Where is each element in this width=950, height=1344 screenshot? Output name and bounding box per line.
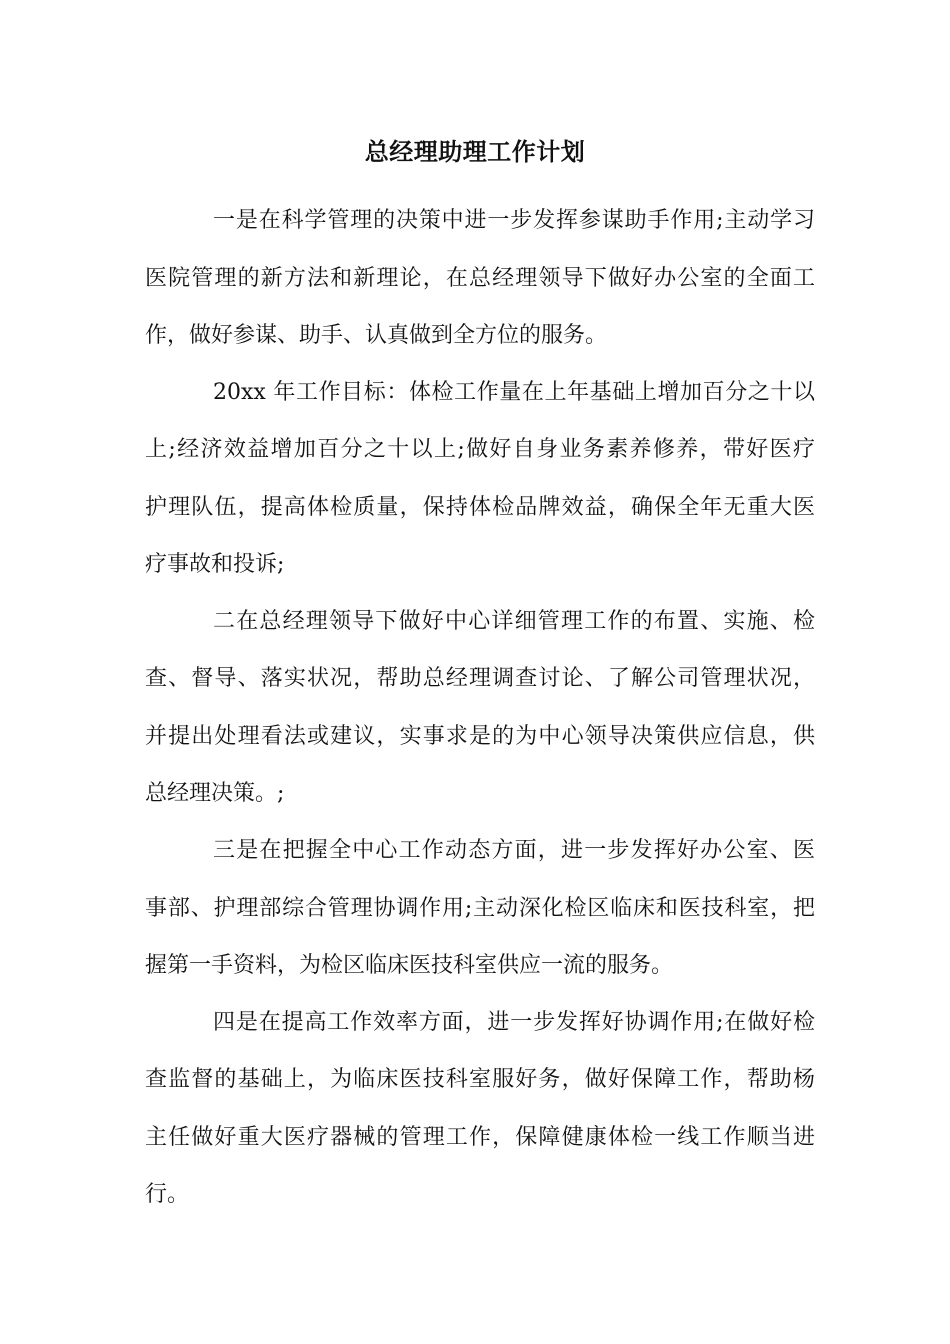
- paragraph-4-line-3: 握第一手资料，为检区临床医技科室供应一流的服务。: [145, 953, 674, 978]
- paragraph-5-line-2: 查监督的基础上，为临床医技科室服好务，做好保障工作，帮助杨: [145, 1067, 815, 1092]
- paragraph-1-line-3: 作，做好参谋、助手、认真做到全方位的服务。: [145, 323, 608, 348]
- paragraph-1-line-1: 一是在科学管理的决策中进一步发挥参谋助手作用;主动学习: [213, 208, 815, 233]
- paragraph-2-line-3: 护理队伍，提高体检质量，保持体检品牌效益，确保全年无重大医: [145, 495, 815, 520]
- document-title: 总经理助理工作计划: [364, 138, 586, 166]
- paragraph-5-line-3: 主任做好重大医疗器械的管理工作，保障健康体检一线工作顺当进: [145, 1125, 815, 1150]
- paragraph-3-line-3: 并提出处理看法或建议，实事求是的为中心领导决策供应信息，供: [145, 724, 815, 749]
- paragraph-2-line-1: 20xx 年工作目标：体检工作量在上年基础上增加百分之十以: [213, 380, 815, 405]
- paragraph-4-line-2: 事部、护理部综合管理协调作用;主动深化检区临床和医技科室，把: [145, 896, 815, 921]
- paragraph-5-line-4: 行。: [145, 1182, 190, 1207]
- paragraph-5-line-1: 四是在提高工作效率方面，进一步发挥好协调作用;在做好检: [213, 1010, 815, 1035]
- paragraph-2-line-2: 上;经济效益增加百分之十以上;做好自身业务素养修养，带好医疗: [145, 437, 815, 462]
- paragraph-4-line-1: 三是在把握全中心工作动态方面，进一步发挥好办公室、医: [213, 838, 815, 863]
- paragraph-3-line-4: 总经理决策。;: [145, 781, 285, 806]
- paragraph-1-line-2: 医院管理的新方法和新理论，在总经理领导下做好办公室的全面工: [145, 266, 815, 291]
- paragraph-3-line-2: 查、督导、落实状况，帮助总经理调查讨论、了解公司管理状况，: [145, 666, 815, 691]
- paragraph-2-line-4: 疗事故和投诉;: [145, 552, 285, 577]
- paragraph-3-line-1: 二在总经理领导下做好中心详细管理工作的布置、实施、检: [213, 609, 815, 634]
